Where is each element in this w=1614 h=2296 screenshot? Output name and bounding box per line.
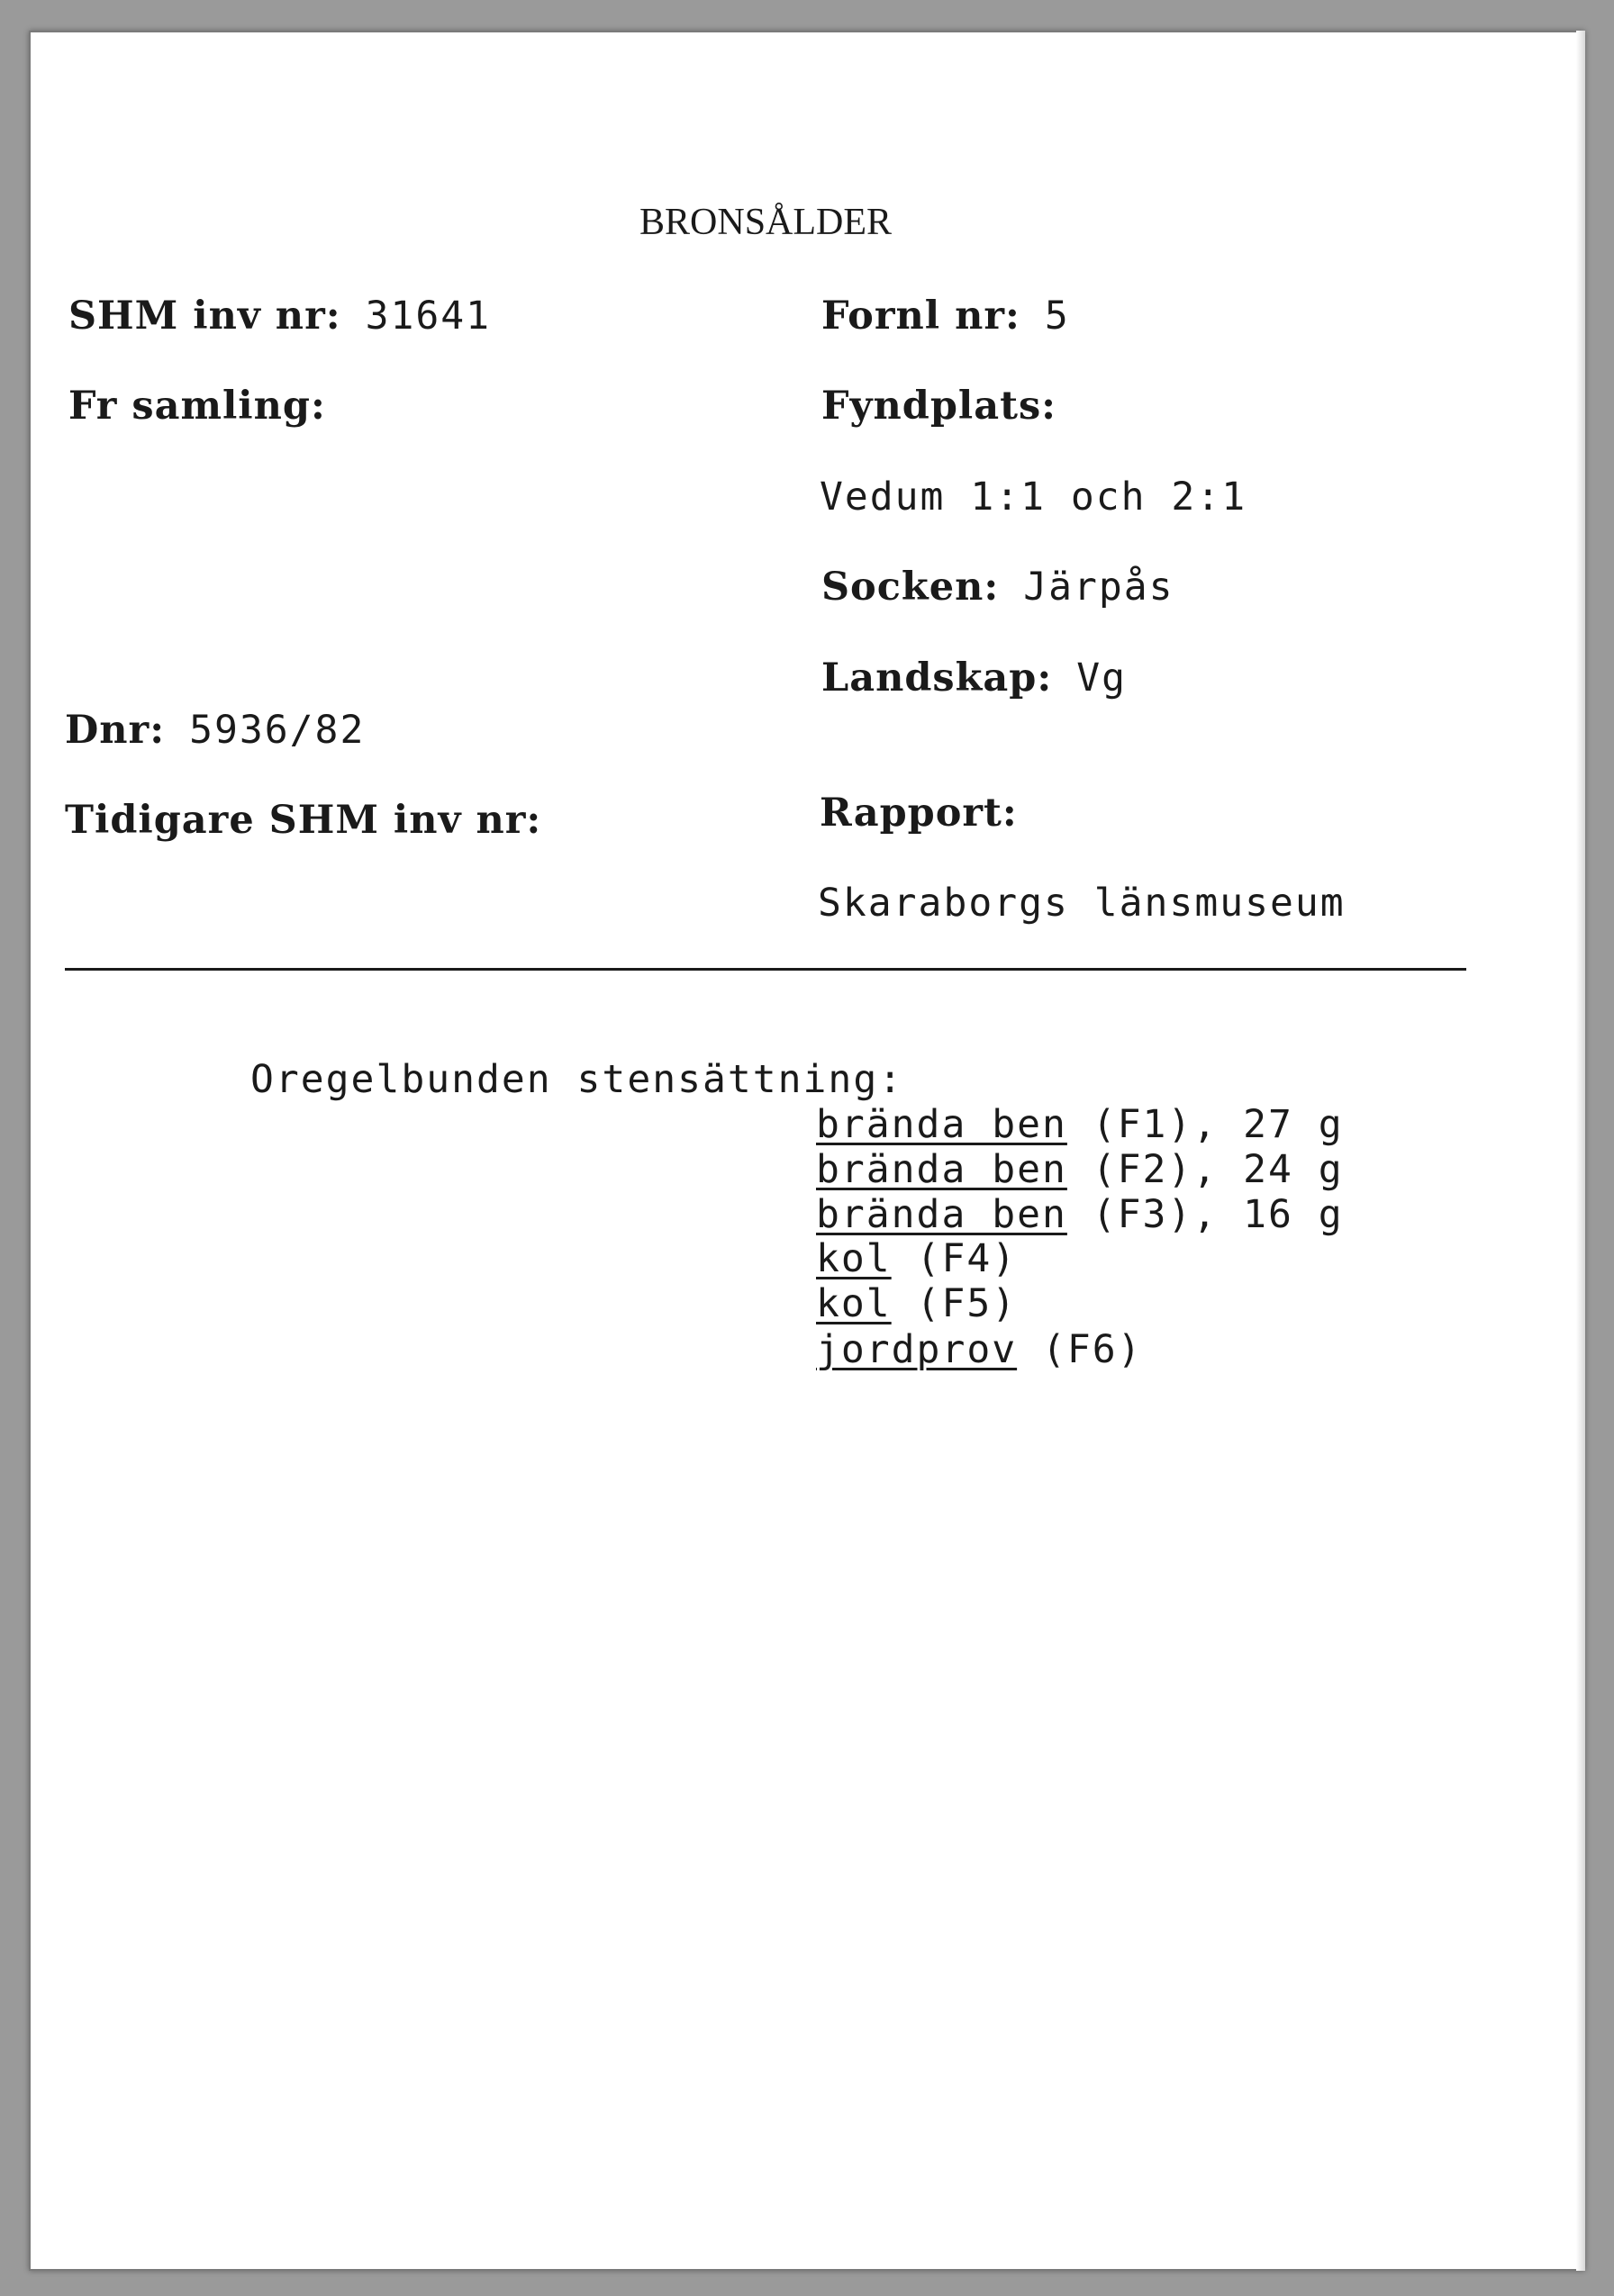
rapport-label: Rapport: [820,791,1018,836]
landskap-value: Vg [1076,655,1128,701]
page-title: BRONSÅLDER [639,202,893,243]
dnr-value: 5936/82 [189,708,366,753]
find-detail: (F6) [1017,1327,1143,1372]
landskap-row [821,655,1127,703]
list-item [816,1236,1017,1284]
fyndplats-value: Vedum 1:1 och 2:1 [820,475,1247,520]
shm-inv-nr-value: 31641 [365,294,492,339]
find-detail: (F5) [891,1281,1018,1326]
list-item [816,1102,1344,1150]
find-detail: (F4) [891,1236,1018,1281]
dnr-row [65,708,365,755]
list-item [816,1327,1143,1375]
tidigare-row [65,798,541,845]
rapport-value: Skaraborgs länsmuseum [818,881,1346,926]
fyndplats-label: Fyndplats: [821,384,1057,429]
socken-label: Socken: [821,565,1000,610]
findings-heading [250,1057,903,1105]
find-name: brända ben [816,1102,1067,1147]
scan-edge [1576,31,1585,2271]
list-item [816,1147,1344,1195]
fornl-nr-label: Fornl nr: [821,294,1020,339]
findings-heading-text: Oregelbunden stensättning: [250,1057,904,1102]
socken-row [821,565,1174,612]
find-detail: (F2), 24 g [1066,1147,1344,1192]
rapport-row [820,791,1018,838]
document-page [29,31,1585,2271]
socken-value: Järpås [1023,565,1174,610]
fr-samling-row [68,384,326,431]
find-name: brända ben [816,1192,1067,1237]
fyndplats-value-row [820,475,1247,522]
fyndplats-row [821,384,1056,431]
find-name: brända ben [816,1147,1067,1192]
landskap-label: Landskap: [821,655,1053,701]
rapport-value-row [818,881,1346,928]
list-item [816,1192,1344,1240]
find-name: jordprov [816,1327,1018,1372]
find-name: kol [816,1236,892,1281]
shm-inv-nr-label: SHM inv nr: [68,294,341,339]
fornl-nr-value: 5 [1044,294,1070,339]
find-detail: (F3), 16 g [1066,1192,1344,1237]
tidigare-label: Tidigare SHM inv nr: [65,798,542,843]
list-item [816,1281,1017,1329]
shm-inv-nr-row [68,294,491,341]
fr-samling-label: Fr samling: [68,384,326,429]
fornl-nr-row [821,294,1070,341]
find-name: kol [816,1281,892,1326]
horizontal-divider [65,968,1466,971]
find-detail: (F1), 27 g [1066,1102,1344,1147]
dnr-label: Dnr: [65,708,166,753]
